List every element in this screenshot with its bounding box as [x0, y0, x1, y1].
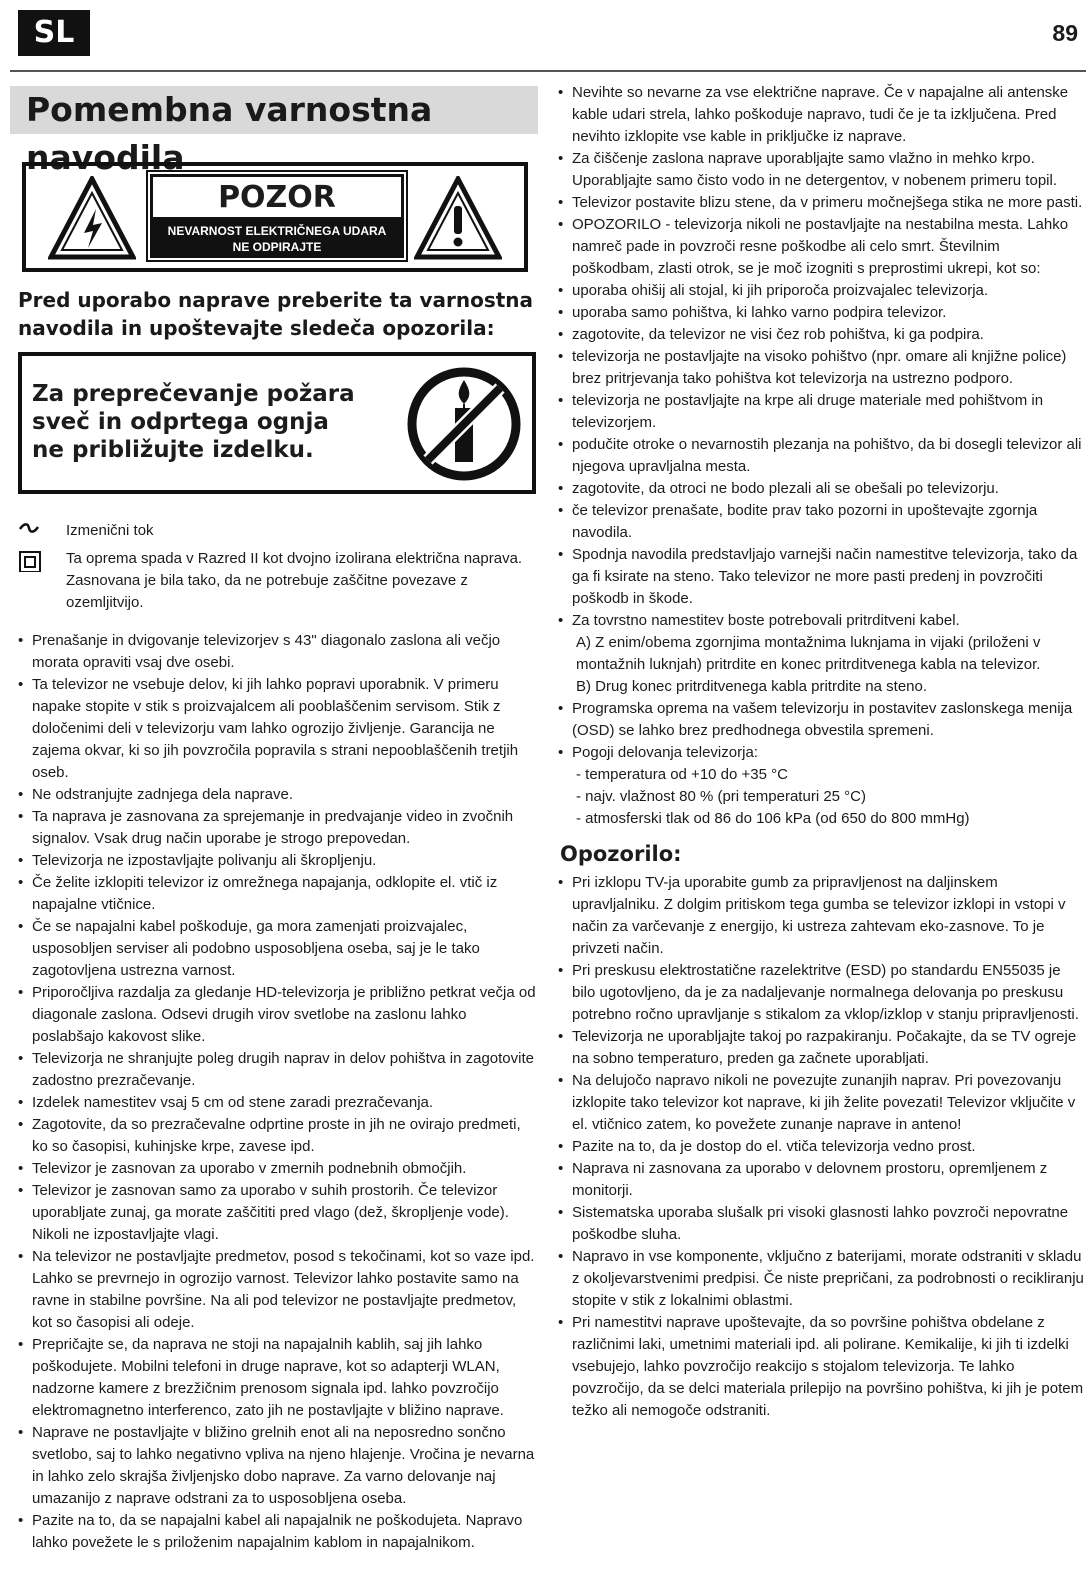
safety-item: • Spodnja navodila predstavljajo varnejši način namestitve televizorja, tako da ga fi ksirate na steno. Tako televizor ne more pasti predenj in povzročiti poškodb in škode. — [556, 544, 1084, 610]
fire-notice-box — [18, 352, 536, 494]
safety-item: • Televizor je zasnovan za uporabo v zmernih podnebnih območjih. — [16, 1158, 538, 1180]
header-divider — [10, 70, 1086, 72]
safety-item: • televizorja ne postavljajte na krpe ali druge materiale med pohištvom in televizorjem. — [556, 390, 1084, 434]
safety-item: • Televizorja ne shranjujte poleg drugih naprav in delov pohištva in zagotovite zadostno prezračevanje. — [16, 1048, 538, 1092]
warning-heading: Opozorilo: — [560, 842, 682, 866]
warning-item: • Pri namestitvi naprave upoštevajte, da so površine pohištva obdelane z različnimi laki, umetnimi materiali ipd. ali polirane. Kemikalije, ki jih ti izdelki vsebujejo, lahko povzročijo reakcijo s stojalom televizorja. Te lahko povzročijo, da se delci materiala prilepijo na površino pohištva, ki jih je potem težko ali nemogoče odstraniti. — [556, 1312, 1084, 1422]
warning-item: • Na delujočo napravo nikoli ne povezujte zunanjih naprav. Pri povezovanju izklopite tako televizor kot naprave, ki jih želite povezati! Televizor vključite v el. vtičnico zatem, ko povežete zunanje naprave in anteno! — [556, 1070, 1084, 1136]
safety-item: • uporaba samo pohištva, ki lahko varno podpira televizor. — [556, 302, 1084, 324]
safety-item: • Zagotovite, da so prezračevalne odprtine proste in jih ne ovirajo predmeti, ko so časopisi, kuhinjske krpe, zavese ipd. — [16, 1114, 538, 1158]
operating-conditions — [556, 764, 1084, 830]
warning-item: • Napravo in vse komponente, vključno z baterijami, morate odstraniti v skladu z okoljevarstvenimi predpisi. Če niste prepričani, za podrobnosti o recikliranju stopite v stik z lokalnimi oblastmi. — [556, 1246, 1084, 1312]
safety-item: • uporaba ohišij ali stojal, ki jih priporoča proizvajalec televizorja. — [556, 280, 1084, 302]
safety-item: • Televizor postavite blizu stene, da v primeru močnejšega stika ne more pasti. — [556, 192, 1084, 214]
safety-item: • Nevihte so nevarne za vse električne naprave. Če v napajalne ali antenske kable udari strela, lahko poškoduje napravo, tudi če je ta izključena. Pred nevihto izklopite vse kable in priključke iz naprave. — [556, 82, 1084, 148]
warning-list — [556, 872, 1084, 1422]
safety-item: • Prenašanje in dvigovanje televizorjev s 43" diagonalo zaslona ali večjo morata opraviti vsaj dve osebi. — [16, 630, 538, 674]
warning-item: • Pri izklopu TV-ja uporabite gumb za pripravljenost na daljinskem upravljalniku. Z dolgim pritiskom tega gumba se televizor izklopi in vstopi v način za varčevanje z energijo, ki ustreza zahtevam eko-zasnove. To je privzeti način. — [556, 872, 1084, 960]
safety-item: • Za čiščenje zaslona naprave uporabljajte samo vlažno in mehko krpo. Uporabljajte samo čisto vodo in ne detergentov, v nobenem primeru topil. — [556, 148, 1084, 192]
warning-item: • Pazite na to, da je dostop do el. vtiča televizorja vedno prost. — [556, 1136, 1084, 1158]
safety-item: • zagotovite, da televizor ne visi čez rob pohištva, ki ga podpira. — [556, 324, 1084, 346]
safety-item: • Za tovrstno namestitev boste potrebovali pritrditveni kabel. — [556, 610, 1084, 632]
ac-current-icon — [18, 520, 42, 542]
pozor-label — [150, 174, 404, 258]
left-safety-list — [16, 630, 538, 1554]
safety-item: • če televizor prenašate, bodite prav tako pozorni in upoštevajte zgornja navodila. — [556, 500, 1084, 544]
pozor-line-1: NEVARNOST ELEKTRIČNEGA UDARA — [167, 224, 387, 238]
exclamation-icon — [414, 176, 502, 260]
safety-item: • Ta televizor ne vsebuje delov, ki jih lahko popravi uporabnik. V primeru napake stopite v stik s proizvajalcem ali pooblaščenim servisom. Stik z določenimi deli v televizorju vam lahko ogrozijo življenje. Garancija ne zajema okvar, ki so jih povzročila popravila s strani nepooblaščenih tretjih oseb. — [16, 674, 538, 784]
warning-item: • Sistematska uporaba slušalk pri visoki glasnosti lahko povzroči nepovratne poškodbe sluha. — [556, 1202, 1084, 1246]
safety-item: • zagotovite, da otroci ne bodo plezali ali se obešali po televizorju. — [556, 478, 1084, 500]
condition-item: - atmosferski tlak od 86 do 106 kPa (od 650 do 800 mmHg) — [576, 810, 970, 827]
safety-item: • Naprave ne postavljajte v bližino grelnih enot ali na neposredno sončno svetlobo, saj to lahko negativno vpliva na njeno hlajenje. Vročina je nevarna in lahko zelo skrajša življenjsko dobo naprave. Za varno delovanje naj umazanijo z naprave odstrani za to usposobljena oseba. — [16, 1422, 538, 1510]
safety-item: • Na televizor ne postavljajte predmetov, posod s tekočinami, kot so vaze ipd. Lahko se prevrnejo in ogrozijo varnost. Televizor lahko postavite samo na ravne in stabilne površine. Na ali pod televizor ne postavljajte predmetov, kot so časopisi ali odeje. — [16, 1246, 538, 1334]
right-safety-list — [556, 82, 1084, 632]
pozor-line-2: NE ODPIRAJTE — [232, 240, 322, 254]
intro-heading: Pred uporabo naprave preberite ta varnostna navodila in upoštevajte sledeča opozorila: — [18, 288, 534, 340]
high-voltage-icon — [48, 176, 136, 260]
condition-item: - najv. vlažnost 80 % (pri temperaturi 25 °C) — [576, 788, 866, 805]
safety-item: • Pazite na to, da se napajalni kabel ali napajalnik ne poškodujeta. Napravo lahko povežete le s priloženim napajalnim kablom in napajalnikom. — [16, 1510, 538, 1554]
warning-item: • Televizorja ne uporabljajte takoj po razpakiranju. Počakajte, da se TV ogreje na sobno temperaturo, preden ga začnete uporabljati. — [556, 1026, 1084, 1070]
fire-notice-text: Za preprečevanje požara sveč in odprtega ognja ne približujte izdelku. — [32, 381, 355, 463]
safety-item: • Izdelek namestitev vsaj 5 cm od stene zaradi prezračevanja. — [16, 1092, 538, 1114]
warning-item: • Naprava ni zasnovana za uporabo v delovnem prostoru, opremljenem z monitorji. — [556, 1158, 1084, 1202]
safety-item: • Prepričajte se, da naprava ne stoji na napajalnih kablih, saj jih lahko poškodujete. Mobilni telefoni in druge naprave, kot so adapterji WLAN, nadzorne kamere z brezžičnim prenosom signala ipd. lahko povzročijo elektromagnetno interferenco, zato jih ne postavljajte v bližino naprave. — [16, 1334, 538, 1422]
safety-item: • Če želite izklopiti televizor iz omrežnega napajanja, odklopite el. vtič iz napajalne vtičnice. — [16, 872, 538, 916]
legend-ac — [18, 520, 538, 542]
safety-item: • Televizorja ne izpostavljajte polivanju ali škropljenju. — [16, 850, 538, 872]
electric-shock-warning — [22, 162, 528, 272]
no-open-flame-icon — [406, 366, 522, 482]
warning-item: • Pri preskusu elektrostatične razelektritve (ESD) po standardu EN55035 je bilo ugotovljeno, da je za nadaljevanje normalnega delovanja po preskusu potrebno ročno upravljanje s stikalom za vklop/izklop v stanju pripravljenosti. — [556, 960, 1084, 1026]
page-number: 89 — [1052, 20, 1078, 46]
safety-item: • Programska oprema na vašem televizorju in postavitev zaslonskega menija (OSD) se lahko brez predhodnega obvestila spremeni. — [556, 698, 1084, 742]
left-column — [10, 82, 538, 1554]
right-column — [556, 82, 1084, 1422]
language-badge: SL — [18, 10, 90, 56]
safety-item: • OPOZORILO - televizorja nikoli ne postavljajte na nestabilna mesta. Lahko namreč pade in povzroči resne poškodbe ali celo smrt. Številnim poškodbam, zlasti otrok, se je moč izogniti s preprostimi ukrepi, kot so: — [556, 214, 1084, 280]
class-ii-icon — [18, 548, 42, 579]
mount-step: B) Drug konec pritrditvenega kabla pritrdite na steno. — [576, 678, 928, 695]
legend-ac-text: Izmenični tok — [66, 522, 154, 539]
right-safety-list-2 — [556, 698, 1084, 764]
safety-item: • Ne odstranjujte zadnjega dela naprave. — [16, 784, 538, 806]
condition-item: - temperatura od +10 do +35 °C — [576, 766, 788, 783]
safety-item: • Ta naprava je zasnovana za sprejemanje in predvajanje video in zvočnih signalov. Vsak drug način uporabe je strogo prepovedan. — [16, 806, 538, 850]
legend-class-ii — [18, 548, 538, 614]
safety-item: • televizorja ne postavljajte na visoko pohištvo (npr. omare ali knjižne police) brez pritrjevanja tako pohištva kot televizorja na ustrezno podporo. — [556, 346, 1084, 390]
legend-class-ii-text: Ta oprema spada v Razred II kot dvojno izolirana električna naprava. Zasnovana je bila tako, da ne potrebuje zaščitne povezave z ozemljitvijo. — [66, 550, 523, 611]
mount-steps — [556, 632, 1084, 698]
safety-item: • Če se napajalni kabel poškoduje, ga mora zamenjati proizvajalec, usposobljen serviser ali podobno usposobljena oseba, saj je le tako zagotovljena ustrezna varnost. — [16, 916, 538, 982]
safety-item: • Pogoji delovanja televizorja: — [556, 742, 1084, 764]
pozor-title: POZOR — [153, 177, 401, 220]
safety-item: • Priporočljiva razdalja za gledanje HD-televizorja je približno petkrat večja od diagonale zaslona. Odsevi drugih virov svetlobe na zaslonu lahko poslabšajo kakovost slike. — [16, 982, 538, 1048]
safety-item: • Televizor je zasnovan samo za uporabo v suhih prostorih. Če televizor uporabljate zunaj, ga morate zaščititi pred vlago (dež, škropljenje vode). Nikoli ne izpostavljajte vlagi. — [16, 1180, 538, 1246]
mount-step: A) Z enim/obema zgornjima montažnima luknjama in vijaki (priloženi v montažnih luknjah) pritrdite en konec pritrditvenega kabla na televizor. — [576, 634, 1041, 673]
safety-item: • podučite otroke o nevarnostih plezanja na pohištvo, da bi dosegli televizor ali njegova upravljalna mesta. — [556, 434, 1084, 478]
page-title: Pomembna varnostna navodila — [10, 86, 538, 134]
pozor-subtitle — [153, 220, 401, 258]
